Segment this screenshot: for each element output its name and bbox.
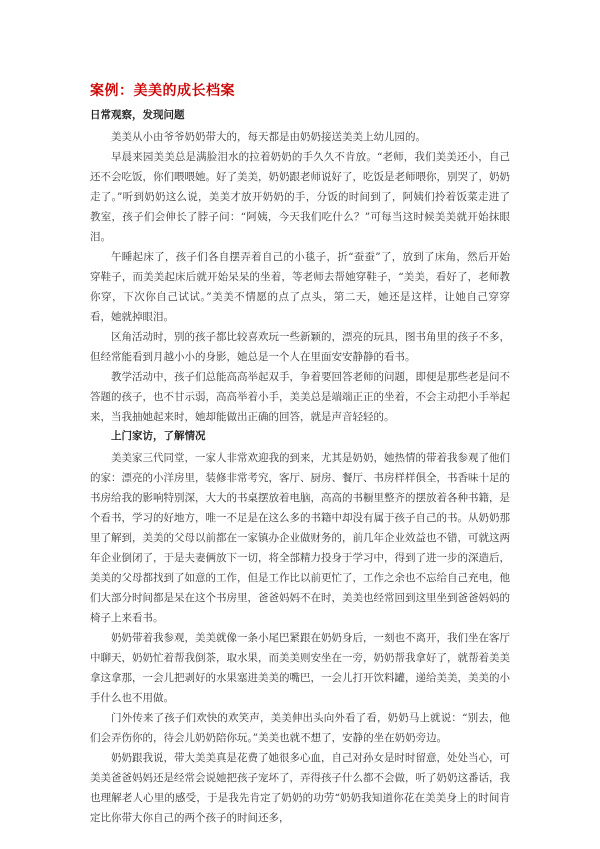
paragraph: 门外传来了孩子们欢快的欢笑声，美美伸出头向外看了看，奶奶马上就说：“别去，他们会弄伤你的，待会儿奶奶陪你玩。”美美也就不想了，安静的坐在奶奶旁边。 <box>90 712 510 744</box>
document-title: 案例：美美的成长档案 <box>90 83 235 99</box>
paragraph: 奶奶跟我说，带大美美真是花费了她很多心血，自己对孙女是时时留意，处处当心，可美美爸爸妈妈还是经常会说她把孩子宠坏了，弄得孩子什么都不会做，听了奶奶这番话，我也理解老人心里的感受，于是我先肯定了奶奶的功劳“奶奶我知道你花在美美身上的时间肯定比你带大你自己的两个孩子的时间还多， <box>90 752 510 824</box>
paragraph: 奶奶带着我参观，美美就像一条小尾巴紧跟在奶奶身后，一刻也不离开，我们坐在客厅中聊天，奶奶忙着帮我倒茶，取水果，而美美则安坐在一旁，奶奶帮我拿好了，就帮着美美拿这拿那，一会儿把剥好的水果塞进美美的嘴巴，一会儿打开饮料罐，递给美美，美美的小手什么也不用做。 <box>90 632 510 704</box>
section-heading-observation: 日常观察，发现问题 <box>90 109 185 121</box>
paragraph: 午睡起床了，孩子们各自摆弄着自己的小毯子，折“蚕蚕”了，放到了床角，然后开始穿鞋子，而美美起床后就开始呆呆的坐着，等老师去帮她穿鞋子，“美美，看好了，老师教你穿，下次你自己试试。”美美不情愿的点了点头，第二天，她还是这样，让她自己穿穿看，她就掉眼泪。 <box>90 251 510 323</box>
document-body <box>90 80 510 828</box>
paragraph: 美美家三代同堂，一家人非常欢迎我的到来，尤其是奶奶，她热情的带着我参观了他们的家：漂亮的小洋房里，装修非常考究，客厅、厨房、餐厅、书房样样俱全，书香味十足的书房给我的影响特别深，大大的书桌摆放着电脑，高高的书橱里整齐的摆放着各种书籍，是个看书，学习的好地方，唯一不足是在这么多的书籍中却没有属于孩子自己的书。从奶奶那里了解到，美美的父母以前都在一家镇办企业做财务的，前几年企业效益也不错，可就这两年企业倒闭了，于是夫妻俩放下一切，将全部精力投身于学习中，得到了进一步的深造后，美美的父母都找到了如意的工作，但是工作比以前更忙了，工作之余也不忘给自己充电，他们大部分时间都是呆在这个书房里，爸爸妈妈不在时，美美也经常回到这里坐到爸爸妈妈的椅子上来看书。 <box>90 452 510 624</box>
paragraph: 早晨来园美美总是满脸泪水的拉着奶奶的手久久不肯放。“老师，我们美美还小，自己还不会吃饭，你们喂喂她。好了美美，奶奶跟老师说好了，吃饭是老师喂你，别哭了，奶奶走了。”听到奶奶这么说，美美才放开奶奶的手，分饭的时间到了，阿姨们拎着饭菜走进了教室，孩子们会伸长了脖子问：“阿姨，今天我们吃什么？”可每当这时候美美就开始抹眼泪。 <box>90 151 510 243</box>
section-heading-home-visit: 上门家访，了解情况 <box>111 430 206 442</box>
paragraph: 美美从小由爷爷奶奶带大的，每天都是由奶奶接送美美上幼儿园的。 <box>111 131 426 143</box>
paragraph: 教学活动中，孩子们总能高高举起双手，争着要回答老师的问题，即便是那些老是问不答题的孩子，也不甘示弱，高高举着小手，美美总是端端正正的坐着，不会主动把小手举起来，当我抽她起来时，她却能做出正确的回答，就是声音轻轻的。 <box>90 371 510 423</box>
paragraph: 区角活动时，别的孩子都比较喜欢玩一些新颖的，漂亮的玩具，图书角里的孩子不多，但经常能看到月越小小的身影，她总是一个人在里面安安静静的看书。 <box>90 331 510 363</box>
